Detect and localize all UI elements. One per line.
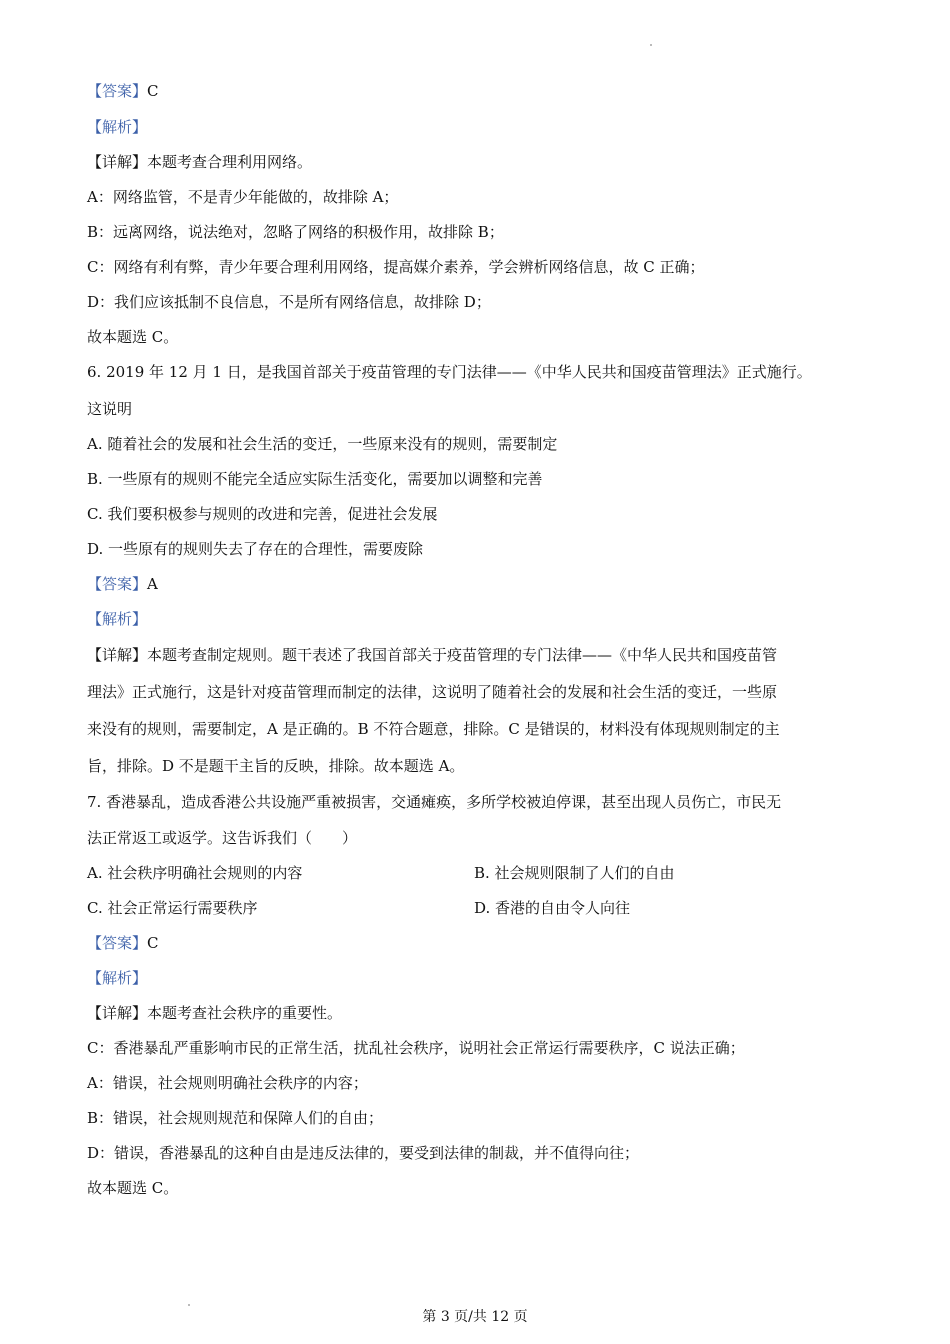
answer-value: A — [147, 575, 158, 593]
q7-stem-line2: 法正常返工或返学。这告诉我们（ ） — [87, 829, 358, 847]
q6-analysis-line — [87, 609, 147, 629]
q7-option-d: D. 香港的自由令人向往 — [474, 899, 631, 917]
q6-stem-line2: 这说明 — [87, 400, 133, 418]
q7-explanation-a: A：错误，社会规则明确社会秩序的内容； — [87, 1074, 368, 1092]
q7-analysis-line — [87, 968, 147, 988]
q6-detail-line4: 旨，排除。D 不是题干主旨的反映，排除。故本题选 A。 — [87, 757, 465, 775]
q5-answer-line — [87, 81, 159, 101]
q5-conclusion: 故本题选 C。 — [87, 328, 179, 346]
q5-explanation-a: A：网络监管，不是青少年能做的，故排除 A； — [87, 188, 399, 206]
q5-explanation-c: C：网络有利有弊，青少年要合理利用网络，提高媒介素养，学会辨析网络信息，故 C 正确； — [87, 258, 705, 276]
detail-tag: 【详解】 — [87, 1004, 148, 1022]
q5-detail-line — [87, 152, 312, 172]
answer-tag: 【答案】 — [87, 934, 148, 952]
detail-tag: 【详解】 — [87, 153, 148, 171]
answer-tag: 【答案】 — [87, 575, 148, 593]
q5-explanation-b: B：远离网络，说法绝对，忽略了网络的积极作用，故排除 B； — [87, 223, 504, 241]
q7-explanation-d: D：错误，香港暴乱的这种自由是违反法律的，要受到法律的制裁，并不值得向往； — [87, 1144, 640, 1162]
q6-answer-line — [87, 574, 158, 594]
q6-detail-line2: 理法》正式施行，这是针对疫苗管理而制定的法律，这说明了随着社会的发展和社会生活的变迁，一些原 — [87, 683, 778, 701]
q7-option-a: A. 社会秩序明确社会规则的内容 — [87, 864, 303, 882]
answer-tag: 【答案】 — [87, 82, 148, 100]
q5-analysis-line — [87, 117, 147, 137]
analysis-tag: 【解析】 — [87, 118, 148, 136]
q7-explanation-b: B：错误，社会规则规范和保障人们的自由； — [87, 1109, 384, 1127]
q6-detail-line1 — [87, 645, 777, 665]
q7-conclusion: 故本题选 C。 — [87, 1179, 179, 1197]
page-footer: 第 3 页/共 12 页 — [422, 1309, 528, 1325]
analysis-tag: 【解析】 — [87, 969, 148, 987]
analysis-tag: 【解析】 — [87, 610, 148, 628]
q6-detail-line3: 来没有的规则，需要制定，A 是正确的。B 不符合题意，排除。C 是错误的，材料没有体现规则制定的主 — [87, 720, 780, 738]
detail-text: 本题考查社会秩序的重要性。 — [147, 1004, 343, 1022]
q6-option-a: A. 随着社会的发展和社会生活的变迁，一些原来没有的规则，需要制定 — [87, 435, 558, 453]
q6-option-c: C. 我们要积极参与规则的改进和完善，促进社会发展 — [87, 505, 438, 523]
answer-value: C — [147, 82, 159, 100]
detail-text: 本题考查合理利用网络。 — [147, 153, 313, 171]
q7-explanation-c: C：香港暴乱严重影响市民的正常生活，扰乱社会秩序，说明社会正常运行需要秩序，C 说法正确； — [87, 1039, 745, 1057]
scan-dot — [188, 1304, 190, 1306]
q7-option-b: B. 社会规则限制了人们的自由 — [474, 864, 675, 882]
answer-value: C — [147, 934, 159, 952]
q6-option-b: B. 一些原有的规则不能完全适应实际生活变化，需要加以调整和完善 — [87, 470, 543, 488]
detail-tag: 【详解】 — [87, 646, 148, 664]
q6-stem-line1: 6. 2019 年 12 月 1 日，是我国首部关于疫苗管理的专门法律——《中华人民共和国疫苗管理法》正式施行。 — [87, 363, 812, 381]
q7-detail-line — [87, 1003, 342, 1023]
q5-explanation-d: D：我们应该抵制不良信息，不是所有网络信息，故排除 D； — [87, 293, 491, 311]
detail-text: 本题考查制定规则。题干表述了我国首部关于疫苗管理的专门法律——《中华人民共和国疫苗管 — [147, 646, 778, 664]
q7-stem-line1: 7. 香港暴乱，造成香港公共设施严重被损害，交通瘫痪，多所学校被迫停课，甚至出现人员伤亡，市民无 — [87, 793, 782, 811]
q7-answer-line — [87, 933, 159, 953]
q7-option-c: C. 社会正常运行需要秩序 — [87, 899, 258, 917]
q6-option-d: D. 一些原有的规则失去了存在的合理性，需要废除 — [87, 540, 424, 558]
scan-dot — [650, 44, 652, 46]
